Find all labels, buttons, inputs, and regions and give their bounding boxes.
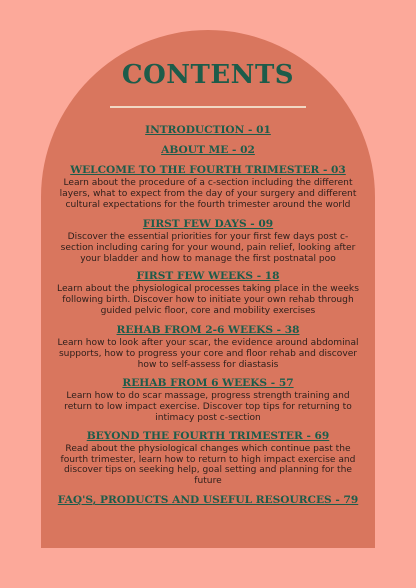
entry-heading-link[interactable]: BEYOND THE FOURTH TRIMESTER - 69 <box>86 429 330 442</box>
entry-description: Learn how to do scar massage, progress strength training and return to low impact exercise. Discover top tips for returning to intimacy post c-section <box>64 390 352 423</box>
entry-description: Read about the physiological changes which continue past the fourth trimester, learn how to return to high impact exercise and discover tips on seeking help, goal setting and planning for the future <box>60 443 356 487</box>
entry-description: Discover the essential priorities for your first few days post c-section including caring for your wound, pain relief, looking after your bladder and how to manage the first postnatal poo <box>60 231 356 264</box>
contents-entry-welcome <box>52 164 364 211</box>
entry-description: Learn how to look after your scar, the evidence around abdominal supports, how to progress your core and floor rehab and discover how to self-assess for diastasis <box>57 338 359 370</box>
entry-heading-link[interactable]: REHAB FROM 6 WEEKS - 57 <box>122 376 294 389</box>
entry-heading-link[interactable]: INTRODUCTION - 01 <box>145 124 271 136</box>
contents-entry-introduction <box>52 124 364 137</box>
entry-description: Learn about the physiological processes taking place in the weeks following birth. Discover how to initiate your own rehab through guided pelvic floor, core and mobility exercises <box>57 284 359 317</box>
contents-entry-about-me <box>52 144 364 157</box>
contents-entry-rehab-2-6-weeks <box>52 324 364 371</box>
contents-entry-beyond <box>52 430 364 488</box>
entry-heading-link[interactable]: WELCOME TO THE FOURTH TRIMESTER - 03 <box>70 164 346 176</box>
entry-heading-link[interactable]: FIRST FEW WEEKS - 18 <box>136 270 280 283</box>
entry-heading-link[interactable]: FIRST FEW DAYS - 09 <box>142 217 274 230</box>
entry-heading-link[interactable]: ABOUT ME - 02 <box>161 144 255 156</box>
contents-entry-first-few-days <box>52 218 364 265</box>
contents-entry-faqs <box>52 494 364 507</box>
entry-heading-link[interactable]: REHAB FROM 2-6 WEEKS - 38 <box>116 324 300 337</box>
contents-entry-rehab-6-weeks <box>52 377 364 424</box>
entry-heading-link[interactable]: FAQ'S, PRODUCTS AND USEFUL RESOURCES - 79 <box>57 494 359 507</box>
page-title: CONTENTS <box>121 60 295 90</box>
contents-entry-first-few-weeks <box>52 270 364 317</box>
entry-description: Learn about the procedure of a c-section including the different layers, what to expect from the day of your surgery and different cultural expectations for the fourth trimester around the world <box>59 178 357 210</box>
contents-list <box>52 124 364 507</box>
title-divider <box>110 106 306 108</box>
